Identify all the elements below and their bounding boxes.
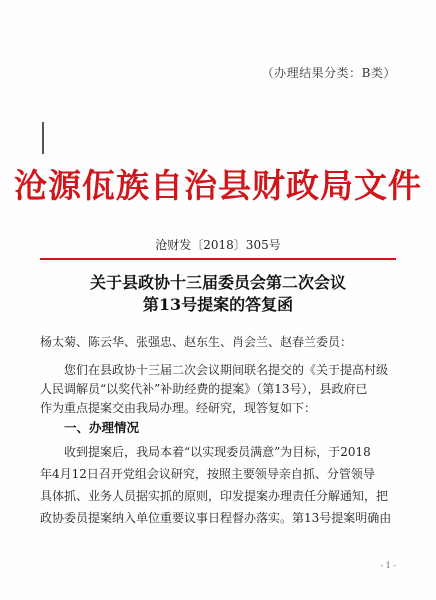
document-title xyxy=(0,272,436,316)
paragraph-2-line: 具体抓、业务人员据实抓的原则，印发提案办理责任分解通知，把 xyxy=(40,489,389,503)
paragraph-2-line: 年4月12日召开党组会议研究，按照主要领导亲自抓、分管领导 xyxy=(40,467,375,481)
page-number: - 1 - xyxy=(380,561,396,570)
paragraph-1-line: 作为重点提案交由我局办理。经研究，现答复如下： xyxy=(40,401,317,415)
section-heading: 一、办理情况 xyxy=(64,420,140,435)
document-number: 沧财发〔2018〕305号 xyxy=(155,238,281,252)
paragraph-2 xyxy=(40,443,400,543)
paragraph-2-line: 政协委员提案纳入单位重要议事日程督办落实。第13号提案明确由 xyxy=(40,511,392,525)
red-divider xyxy=(40,258,396,260)
salutation: 杨太菊、陈云华、张强忠、赵东生、肖会兰、赵春兰委员： xyxy=(40,335,353,349)
paragraph-1 xyxy=(40,361,400,421)
paragraph-1-line: 人民调解员“以奖代补”补助经费的提案》（第13号），县政府已 xyxy=(40,382,368,396)
title-line-1: 关于县政协十三届委员会第二次会议 xyxy=(89,273,346,292)
paragraph-1-line: 您们在县政协十三届二次会议期间联名提交的《关于提高村级 xyxy=(64,363,389,377)
title-line-2: 第13号提案的答复函 xyxy=(142,295,294,314)
paragraph-2-line: 收到提案后，我局本着“以实现委员满意”为目标，于2018 xyxy=(64,445,371,459)
binding-mark xyxy=(42,122,44,154)
classification-label: （办理结果分类：B类） xyxy=(261,66,396,80)
document-header: 沧源佤族自治县财政局文件 xyxy=(14,166,422,205)
